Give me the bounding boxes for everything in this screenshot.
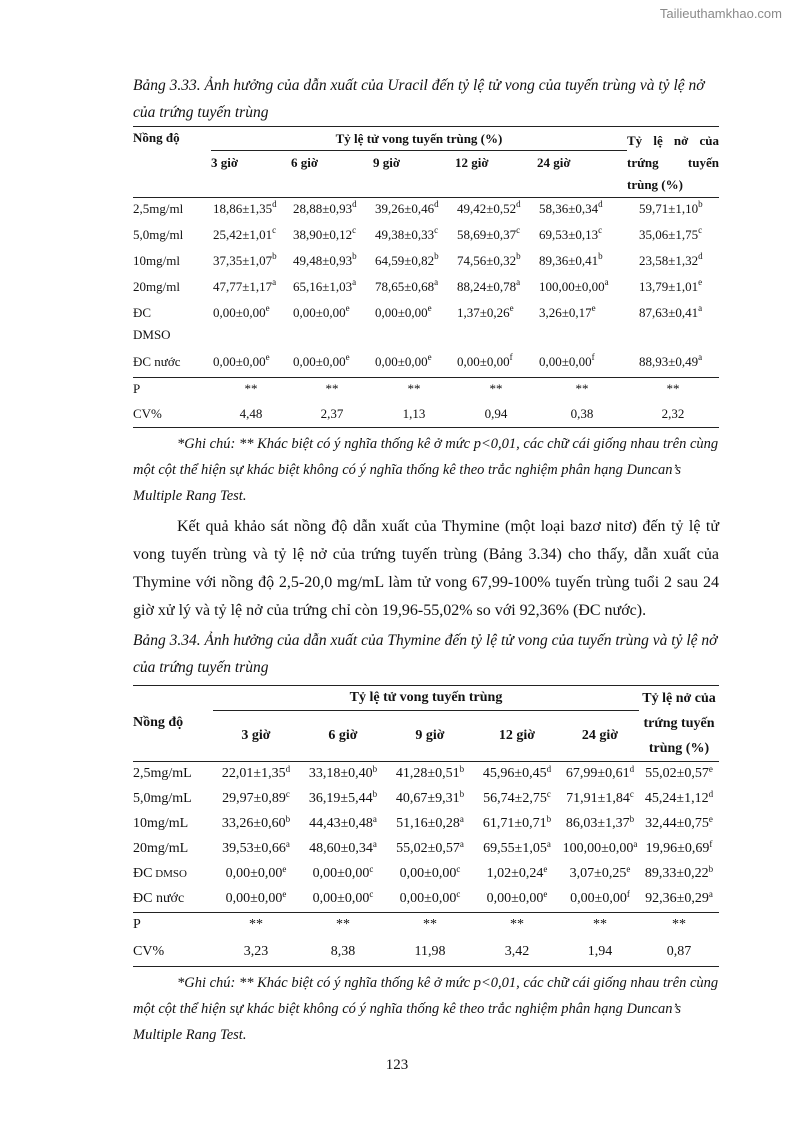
table-cell: 71,91±1,84$^c$ [566,789,634,806]
table2-cv-label: CV% [133,943,165,959]
row-label: 5,0mg/ml [133,226,184,242]
table-cell: 0,00±0,00$^e$ [486,889,548,906]
table-cell: 100,00±0,00$^a$ [562,839,638,856]
table-cell: 0,00±0,00$^e$ [225,889,287,906]
table2-p-value: ** [249,917,263,932]
table-row [133,250,719,276]
table1-cv-label: CV% [133,405,162,421]
table-cell: 29,97±0,89$^c$ [222,789,290,806]
table1-time-9h: 9 giờ [373,151,455,198]
table-cell: 33,26±0,60$^b$ [221,814,291,831]
table1-cv-value: 0,94 [484,405,508,421]
table-row [133,812,719,837]
table-cell: 0,00±0,00$^e$ [213,302,270,320]
table-cell: 65,16±1,03$^a$ [293,276,357,294]
watermark: Tailieuthamkhao.com [659,6,782,21]
table1-p-value: ** [407,381,421,396]
table-cell: 64,59±0,82$^b$ [375,250,439,268]
table-cell: 69,53±0,13$^c$ [539,224,603,242]
table2-caption: Bảng 3.34. Ảnh hưởng của dẫn xuất của Thymine đến tỷ lệ tử vong của tuyến trùng và tỷ lệ nở của trứng tuyến trùng [133,631,718,676]
table-cell: 39,53±0,66$^a$ [222,839,290,856]
table-cell: 40,67±9,31$^b$ [395,789,465,806]
table-cell: 44,43±0,48$^a$ [309,814,377,831]
table-cell: 55,02±0,57$^a$ [396,839,464,856]
row-label: 5,0mg/mL [133,791,192,806]
table-cell: 35,06±1,75$^c$ [639,224,703,242]
table-cell: 92,36±0,29$^a$ [645,889,713,906]
table-cell: 0,00±0,00$^c$ [399,864,461,881]
table2-cv-value: 11,98 [414,943,446,959]
table-cell: 19,96±0,69$^f$ [645,839,713,856]
table-cell: 0,00±0,00$^f$ [457,351,513,369]
table-row [133,224,719,250]
table-cell: 22,01±1,35$^d$ [221,764,291,781]
table1-caption: Bảng 3.33. Ảnh hưởng của dẫn xuất của Uracil đến tỷ lệ tử vong của tuyến trùng và tỷ lệ nở của trứng tuyến trùng [133,77,705,121]
table-row [133,761,719,787]
table-cell: 36,19±5,44$^b$ [308,789,378,806]
table-row [133,302,719,351]
row-label: ĐC nước [133,353,181,369]
table1-cv-value: 2,37 [320,405,344,421]
row-label: 20mg/ml [133,278,180,294]
table2-note: *Ghi chú: ** Khác biệt có ý nghĩa thống kê ở mức p<0,01, các chữ cái giống nhau trên cùng một cột thể hiện sự khác biệt không có ý nghĩa thống kê theo trắc nghiệm phân hạng Duncan’s Multiple Rang Test. [133,974,719,1043]
table1-col-conc: Nồng độ [133,130,180,145]
table2-col-conc: Nồng độ [133,715,184,730]
table2-cv-value: 0,87 [666,943,692,959]
table-cell: 0,00±0,00$^e$ [375,351,432,369]
table-cell: 55,02±0,57$^e$ [645,764,713,781]
table-cell: 47,77±1,17$^a$ [213,276,277,294]
table2-time-9h: 9 giờ [387,710,473,761]
table-cell: 0,00±0,00$^c$ [312,889,374,906]
table1-note: *Ghi chú: ** Khác biệt có ý nghĩa thống kê ở mức p<0,01, các chữ cái giống nhau trên cùng một cột thể hiện sự khác biệt không có ý nghĩa thống kê theo trắc nghiệm phân hạng Duncan’s Multiple Rang Test. [133,435,719,504]
table2-col-hatch: Tỷ lệ nở của trứng tuyến trùng (%) [642,690,716,756]
table-cell: 45,24±1,12$^d$ [644,789,714,806]
table-row [133,787,719,812]
table-cell: 48,60±0,34$^a$ [309,839,377,856]
table-cell: 0,00±0,00$^e$ [213,351,270,369]
table-cell: 56,74±2,75$^c$ [483,789,551,806]
table2-time-3h: 3 giờ [213,710,299,761]
table-cell: 18,86±1,35$^d$ [213,198,277,216]
table1-group-mortality: Tỷ lệ tử vong tuyến trùng (%) [335,130,503,146]
table1-p-value: ** [325,381,339,396]
table1-time-6h: 6 giờ [291,151,373,198]
table-cell: 1,37±0,26$^e$ [457,302,514,320]
table2-time-6h: 6 giờ [299,710,387,761]
table2 [133,685,719,967]
table-cell: 86,03±1,37$^b$ [565,814,635,831]
table1-cv-value: 1,13 [402,405,426,421]
table-cell: 49,42±0,52$^d$ [457,198,521,216]
table-cell: 45,96±0,45$^d$ [482,764,552,781]
row-label: ĐC nước [133,891,185,906]
table-row [133,837,719,862]
table-cell: 61,71±0,71$^b$ [482,814,552,831]
table-cell: 88,93±0,49$^a$ [639,351,703,369]
table-cell: 74,56±0,32$^b$ [457,250,521,268]
table-cell: 39,26±0,46$^d$ [375,198,439,216]
table-cell: 25,42±1,01$^c$ [213,224,277,242]
table-cell: 58,69±0,37$^c$ [457,224,521,242]
table-cell: 0,00±0,00$^e$ [293,302,350,320]
table-row [133,197,719,224]
table-cell: 89,36±0,41$^b$ [539,250,603,268]
row-label: 10mg/mL [133,816,189,831]
table1-p-value: ** [244,381,258,396]
table2-cv-value: 1,94 [587,943,613,959]
table-cell: 38,90±0,12$^c$ [293,224,357,242]
table-cell: 0,00±0,00$^f$ [539,351,595,369]
table-cell: 13,79±1,01$^e$ [639,276,703,294]
row-label: 2,5mg/ml [133,200,184,216]
table-cell: 0,00±0,00$^e$ [375,302,432,320]
row-label: ĐC DMSO [133,866,187,881]
table1-cv-value: 4,48 [239,405,263,421]
table1-cv-value: 2,32 [661,405,685,421]
table1-time-24h: 24 giờ [537,151,627,198]
table2-group-mortality: Tỷ lệ tử vong tuyến trùng [349,689,503,705]
table-cell: 0,00±0,00$^e$ [225,864,287,881]
table2-cv-value: 8,38 [330,943,356,959]
table-cell: 1,02±0,24$^e$ [486,864,548,881]
table2-p-value: ** [510,917,524,932]
row-label: 2,5mg/mL [133,766,192,781]
table2-p-value: ** [336,917,350,932]
table-cell: 0,00±0,00$^c$ [399,889,461,906]
table-cell: 41,28±0,51$^b$ [395,764,465,781]
table1 [133,126,719,428]
table-cell: 59,71±1,10$^b$ [639,198,703,216]
table-cell: 3,07±0,25$^e$ [569,864,631,881]
table-row [133,862,719,887]
table-row [133,351,719,378]
table-cell: 0,00±0,00$^f$ [570,889,630,906]
table-cell: 0,00±0,00$^e$ [293,351,350,369]
table2-time-24h: 24 giờ [561,710,639,761]
table-cell: 88,24±0,78$^a$ [457,276,521,294]
table2-p-value: ** [593,917,607,932]
table1-p-value: ** [489,381,503,396]
table1-p-value: ** [575,381,589,396]
table-cell: 33,18±0,40$^b$ [308,764,378,781]
table1-cv-value: 0,38 [570,405,594,421]
table-cell: 87,63±0,41$^a$ [639,302,703,320]
table1-time-12h: 12 giờ [455,151,537,198]
table-cell: 100,00±0,00$^a$ [539,276,609,294]
row-label: 20mg/mL [133,841,189,856]
table2-p-value: ** [672,917,686,932]
page-content [133,72,719,1048]
body-paragraph: Kết quả khảo sát nồng độ dẫn xuất của Thymine (một loại bazơ nitơ) đến tỷ lệ tử vong tuyến trùng và tỷ lệ nở của trứng tuyến trùng (Bảng 3.34) cho thấy, dẫn xuất của Thymine với nồng độ 2,5-20,0 mg/mL làm tử vong 67,99-100% tuyến trùng tuổi 2 sau 24 giờ xử lý và tỷ lệ nở của trứng chỉ còn 19,96-55,02% so với 92,36% (ĐC nước). [133,517,719,619]
table-cell: 67,99±0,61$^d$ [565,764,635,781]
table1-col-hatch: Tỷ lệ nở của trứng tuyến trùng (%) [627,133,719,192]
table-cell: 37,35±1,07$^b$ [213,250,277,268]
table-cell: 78,65±0,68$^a$ [375,276,439,294]
table1-p-value: ** [666,381,680,396]
table-cell: 58,36±0,34$^d$ [539,198,603,216]
table-cell: 23,58±1,32$^d$ [639,250,703,268]
table-row [133,887,719,913]
table1-p-label: P [133,381,141,396]
table-row [133,276,719,302]
table-cell: 0,00±0,00$^c$ [312,864,374,881]
table-cell: 49,38±0,33$^c$ [375,224,439,242]
table2-cv-value: 3,42 [504,943,530,959]
table2-p-value: ** [423,917,437,932]
table-cell: 69,55±1,05$^a$ [483,839,551,856]
page-number: 123 [385,1057,409,1073]
table2-time-12h: 12 giờ [473,710,561,761]
row-label: 10mg/ml [133,252,180,268]
table1-time-3h: 3 giờ [211,151,291,198]
table-cell: 32,44±0,75$^e$ [645,814,713,831]
table-cell: 3,26±0,17$^e$ [539,302,596,320]
table-cell: 49,48±0,93$^b$ [293,250,357,268]
table2-p-label: P [133,917,141,932]
row-label: ĐC DMSO [133,304,171,342]
table-cell: 89,33±0,22$^b$ [644,864,714,881]
table-cell: 28,88±0,93$^d$ [293,198,357,216]
table-cell: 51,16±0,28$^a$ [396,814,464,831]
table2-cv-value: 3,23 [243,943,269,959]
